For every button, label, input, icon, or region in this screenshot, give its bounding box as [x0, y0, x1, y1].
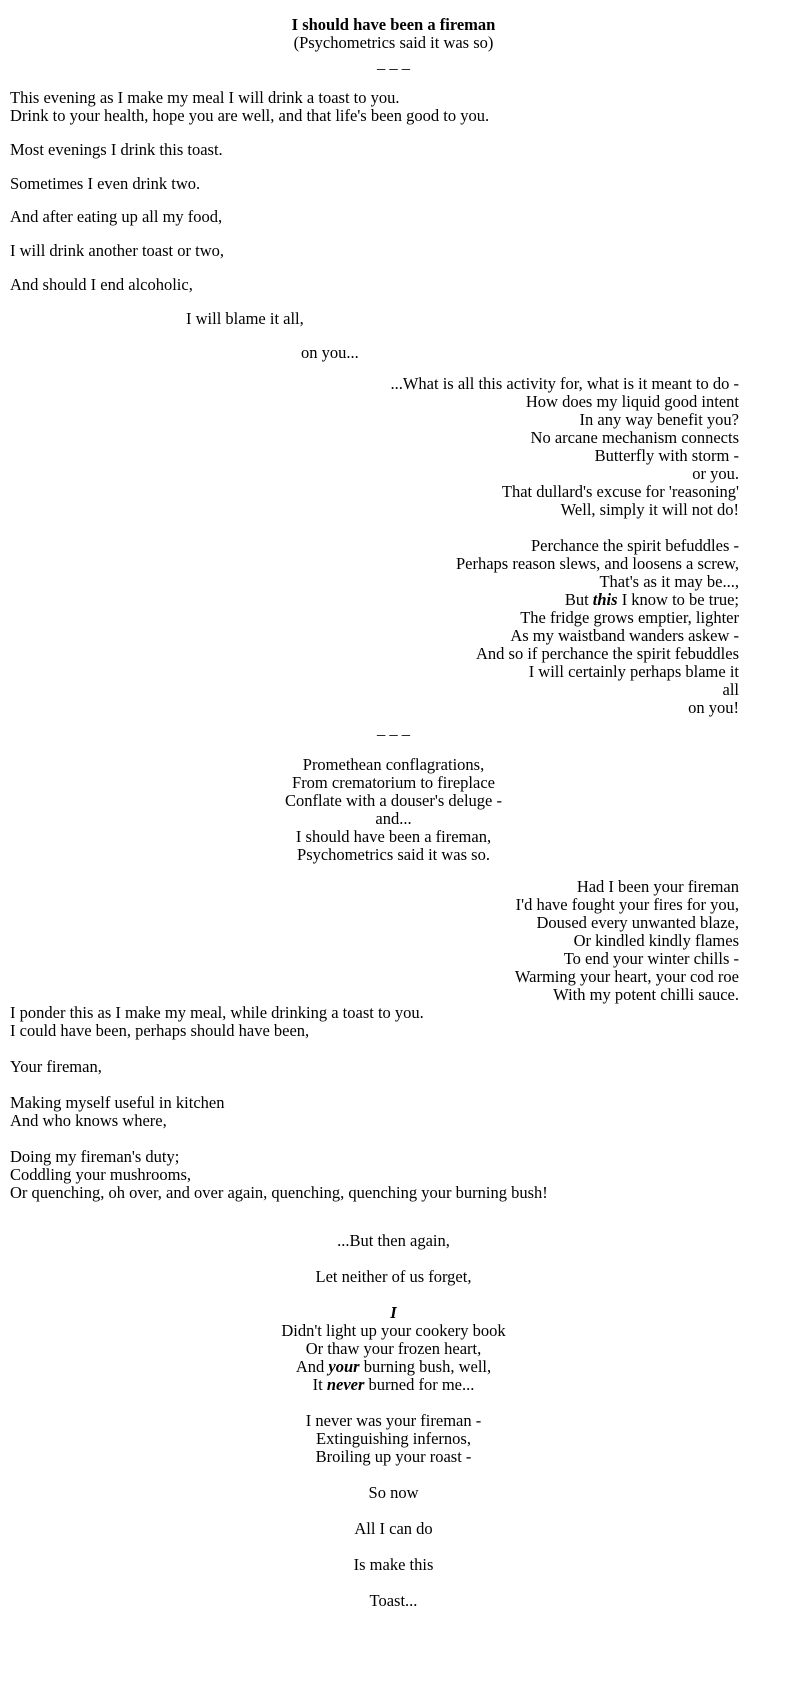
poem-line: Making myself useful in kitchen [10, 1093, 225, 1112]
poem-line: Most evenings I drink this toast. [10, 140, 223, 159]
poem-line: Had I been your fireman [576, 877, 739, 896]
right-stanza-1 [0, 375, 739, 717]
poem-line: And after eating up all my food, [10, 207, 223, 226]
stanza-opening [10, 89, 770, 125]
poem-line: Coddling your mushrooms, [10, 1165, 192, 1184]
poem-line: all [722, 680, 739, 699]
poem-line-this: But this I know to be true; [564, 590, 739, 609]
poem-line: All I can do [354, 1519, 433, 1538]
single-line [10, 208, 770, 226]
poem-line: Doing my fireman's duty; [10, 1147, 180, 1166]
poem-line: Promethean conflagrations, [302, 755, 485, 774]
poem-line: That dullard's excuse for 'reasoning' [501, 482, 739, 501]
poem-line: I never was your fireman - [305, 1411, 482, 1430]
poem-line: Your fireman, [10, 1057, 102, 1076]
poem-line: Is make this [353, 1555, 434, 1574]
poem-line: Broiling up your roast - [315, 1447, 472, 1466]
left-stanza-2 [10, 1004, 770, 1202]
single-line [10, 242, 770, 260]
poem-line: No arcane mechanism connects [530, 428, 739, 447]
on-you-line: on you... [301, 343, 359, 362]
poem-line: Conflate with a douser's deluge - [285, 791, 502, 810]
poem-line-i: I [390, 1303, 397, 1322]
poem-line: Let neither of us forget, [315, 1267, 472, 1286]
separator-2 [0, 720, 787, 738]
poem-line: I could have been, perhaps should have been, [10, 1021, 310, 1040]
poem-line: With my potent chilli sauce. [553, 985, 739, 1004]
poem-line: That's as it may be..., [599, 572, 739, 591]
poem-line: Drink to your health, hope you are well, and that life's been good to you. [10, 106, 490, 125]
poem-header [0, 16, 787, 72]
poem-line: I will drink another toast or two, [10, 241, 225, 260]
poem-line-never: It never burned for me... [312, 1375, 475, 1394]
poem-line: Didn't light up your cookery book [281, 1321, 506, 1340]
poem-line: I ponder this as I make my meal, while drinking a toast to you. [10, 1003, 424, 1022]
poem-line: Perhaps reason slews, and loosens a screw, [455, 554, 739, 573]
single-line [10, 141, 770, 159]
poem-line: I will certainly perhaps blame it [528, 662, 739, 681]
poem-line: So now [368, 1483, 419, 1502]
separator: _ _ _ [377, 53, 410, 72]
poem-title: I should have been a fireman [291, 15, 496, 34]
poem-line-your: And your burning bush, well, [295, 1357, 492, 1376]
poem-line: ...What is all this activity for, what is it meant to do - [390, 374, 739, 393]
poem-line: Warming your heart, your cod roe [514, 967, 739, 986]
poem-line: on you! [688, 698, 739, 717]
right-stanza-3 [0, 878, 739, 1004]
poem-line: How does my liquid good intent [525, 392, 739, 411]
poem-line: I should have been a fireman, [295, 827, 492, 846]
single-line [10, 276, 770, 294]
poem-line: And who knows where, [10, 1111, 167, 1130]
poem-line: I'd have fought your fires for you, [515, 895, 739, 914]
poem-line: From crematorium to fireplace [292, 773, 495, 792]
final-section [0, 1232, 787, 1610]
poem-line: Or quenching, oh over, and over again, quenching, quenching your burning bush! [10, 1183, 548, 1202]
poem-subtitle: (Psychometrics said it was so) [293, 33, 494, 52]
poem-line: This evening as I make my meal I will drink a toast to you. [10, 88, 400, 107]
poem-line: And so if perchance the spirit febuddles [475, 644, 739, 663]
poem-line: Or thaw your frozen heart, [305, 1339, 482, 1358]
poem-line: ...But then again, [337, 1231, 450, 1250]
poem-line: Psychometrics said it was so. [297, 845, 490, 864]
blame-line: I will blame it all, [186, 309, 304, 328]
poem-line: Extinguishing infernos, [316, 1429, 471, 1448]
poem-line: or you. [692, 464, 739, 483]
poem-line: Toast... [369, 1591, 418, 1610]
poem-line: As my waistband wanders askew - [510, 626, 739, 645]
poem-line: In any way benefit you? [579, 410, 739, 429]
poem-line: Perchance the spirit befuddles - [530, 536, 739, 555]
poem-line: The fridge grows emptier, lighter [520, 608, 739, 627]
poem-line: Butterfly with storm - [594, 446, 739, 465]
poem-line: Well, simply it will not do! [560, 500, 739, 519]
poem-line: Sometimes I even drink two. [10, 174, 201, 193]
poem-line: Or kindled kindly flames [573, 931, 739, 950]
single-line [10, 175, 770, 193]
separator: _ _ _ [377, 719, 410, 738]
poem-line: and... [375, 809, 412, 828]
poem-line: To end your winter chills - [563, 949, 739, 968]
poem-line: Doused every unwanted blaze, [536, 913, 739, 932]
poem-line: And should I end alcoholic, [10, 275, 193, 294]
center-stanza-1 [0, 756, 787, 864]
